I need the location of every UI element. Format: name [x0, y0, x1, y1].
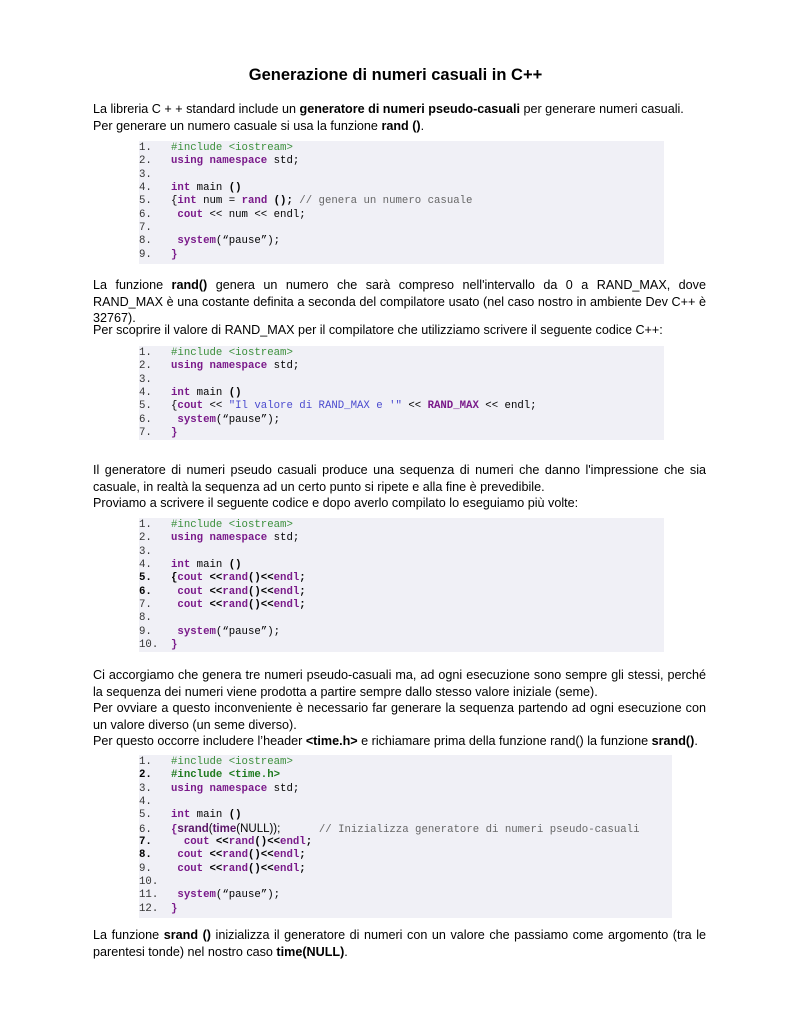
line-number: 9.	[139, 248, 152, 261]
different-seed-text: Per ovviare a questo inconveniente è necessario far generare la sequenza partendo ad ogni esecuzione con un valore diverso (un seme diverso).	[93, 701, 706, 732]
code-text: #include <iostream>	[171, 142, 293, 154]
code-text: {	[171, 572, 178, 585]
line-number: 3.	[139, 168, 152, 181]
line-number: 4.	[139, 387, 152, 400]
code-keyword: using namespace	[171, 532, 268, 545]
code-line	[139, 222, 664, 235]
bold-text: time(NULL)	[276, 944, 345, 959]
line-number: 2.	[139, 360, 152, 373]
bold-text: rand()	[171, 278, 208, 292]
code-text: <<	[203, 572, 223, 585]
pseudo-random-paragraph	[93, 462, 706, 512]
code-text: <<	[203, 849, 223, 862]
line-number: 4.	[139, 182, 152, 195]
bold-text: rand ()	[381, 118, 421, 133]
line-number: 3.	[139, 782, 152, 795]
code-keyword: cout	[171, 836, 210, 849]
code-line	[139, 836, 672, 849]
code-text: ;	[299, 585, 306, 598]
code-comment: // genera un numero casuale	[292, 195, 473, 208]
code-text: num =	[196, 195, 242, 208]
code-brace: }	[171, 902, 178, 915]
code-text: std;	[267, 155, 300, 168]
line-number: 8.	[139, 612, 152, 625]
code-text: <<	[203, 862, 223, 875]
text: .	[344, 944, 348, 959]
code-line	[139, 182, 664, 195]
code-text: (NULL));	[236, 822, 281, 835]
code-text: <<	[203, 585, 223, 598]
code-keyword: int	[171, 387, 191, 400]
code-brace: }	[171, 639, 178, 652]
code-text: ()<<	[247, 862, 274, 875]
line-number: 11.	[139, 889, 159, 902]
code-keyword: rand	[222, 849, 248, 862]
code-keyword: cout	[171, 585, 204, 598]
line-number: 9.	[139, 625, 152, 638]
code-text: ()	[228, 559, 242, 572]
line-number: 6.	[139, 585, 152, 598]
code-text: <<	[203, 599, 223, 612]
code-line	[139, 756, 672, 769]
line-number: 6.	[139, 823, 152, 836]
code-keyword: int	[171, 559, 191, 572]
code-line	[139, 876, 672, 889]
code-keyword: rand	[222, 585, 248, 598]
line-number: 5.	[139, 400, 152, 413]
code-text: ()<<	[247, 599, 274, 612]
srand-paragraph	[93, 927, 706, 960]
code-line	[139, 809, 672, 822]
code-line	[139, 586, 664, 599]
code-line	[139, 626, 664, 639]
code-text: ;	[299, 572, 306, 585]
code-line	[139, 783, 672, 796]
bold-text: generatore di numeri pseudo-casuali	[299, 102, 520, 116]
code-block-4	[139, 755, 672, 918]
text: per generare numeri casuali.	[519, 102, 684, 116]
bold-text: <time.h>	[305, 734, 358, 748]
code-text: (“pause”);	[215, 625, 281, 638]
code-keyword: rand	[241, 195, 268, 208]
code-brace: {	[171, 823, 178, 836]
code-text: <<	[203, 400, 229, 413]
code-line	[139, 572, 664, 585]
intro-line-2	[93, 118, 706, 135]
intro-paragraph	[93, 101, 706, 134]
code-text: (“pause”);	[215, 235, 281, 248]
line-number: 2.	[139, 769, 152, 782]
code-keyword: srand	[177, 822, 209, 835]
text: La libreria C + + standard include un	[93, 102, 300, 116]
code-keyword: using namespace	[171, 782, 268, 795]
code-brace: }	[171, 248, 178, 261]
code-keyword: using namespace	[171, 360, 268, 373]
line-number: 1.	[139, 347, 152, 359]
code-text: #include <time.h>	[171, 769, 281, 782]
code-line	[139, 823, 672, 836]
code-text: #include <iostream>	[171, 347, 293, 359]
line-number: 1.	[139, 519, 152, 531]
text: genera un numero che sarà compreso nell'intervallo da 0 a RAND_MAX, dove RAND_MAX è una costante definita a seconda del compilatore usato (nel caso nostro in ambiente Dev C++ è 32767).	[93, 278, 706, 325]
code-text: main	[190, 809, 229, 822]
code-keyword: system	[171, 235, 216, 248]
code-text: main	[190, 559, 229, 572]
rand-max-paragraph	[93, 322, 706, 339]
code-keyword: endl	[273, 599, 300, 612]
code-keyword: RAND_MAX	[427, 400, 479, 413]
code-text: ()	[228, 387, 242, 400]
code-keyword: endl	[280, 836, 306, 849]
srand-description	[93, 927, 706, 960]
code-line	[139, 532, 664, 545]
code-keyword: cout	[177, 400, 204, 413]
code-block-1	[139, 141, 664, 264]
code-keyword: rand	[222, 572, 248, 585]
code-text: ()<<	[254, 836, 281, 849]
code-keyword: cout	[171, 208, 204, 221]
code-text: <<	[401, 400, 428, 413]
code-line	[139, 769, 672, 782]
code-text: main	[190, 387, 229, 400]
code-keyword: int	[171, 809, 191, 822]
page-title: Generazione di numeri casuali in C++	[248, 66, 543, 84]
same-numbers-text: Ci accorgiamo che genera tre numeri pseudo-casuali ma, ad ogni esecuzione sono sempre gli stessi, perché la sequenza dei numeri viene prodotta a partire sempre dallo stesso valore iniziale (seme).	[93, 668, 706, 699]
text: e richiamare prima della funzione rand() la funzione	[357, 734, 652, 748]
code-keyword: system	[171, 625, 216, 638]
code-text: ();	[267, 195, 293, 208]
code-text: #include <iostream>	[171, 519, 293, 531]
code-line	[139, 427, 664, 440]
code-block-3	[139, 518, 664, 652]
code-text: {	[171, 400, 178, 413]
code-line	[139, 889, 672, 902]
code-text: ;	[299, 599, 306, 612]
code-text: ;	[305, 836, 313, 849]
code-line	[139, 849, 672, 862]
text: inizializza il generatore di numeri con un valore che passiamo come argomento (tra le parentesi tonde) nel nostro caso	[93, 928, 707, 959]
pseudo-random-text: Il generatore di numeri pseudo casuali produce una sequenza di numeri che danno l'impressione che sia casuale, in realtà la sequenza ad un certo punto si ripete e alla fine è prevedibile.	[93, 463, 706, 494]
code-line	[139, 796, 672, 809]
code-keyword: int	[177, 195, 197, 208]
rand-paragraph	[93, 277, 706, 327]
code-keyword: using namespace	[171, 155, 268, 168]
code-line	[139, 519, 664, 532]
code-brace: }	[171, 427, 178, 440]
line-number: 1.	[139, 756, 152, 768]
text: Per questo occorre includere l’header	[93, 734, 306, 748]
code-line	[139, 546, 664, 559]
code-text: main	[190, 182, 229, 195]
code-text: ()<<	[247, 585, 274, 598]
text: La funzione	[93, 928, 164, 942]
code-line	[139, 387, 664, 400]
try-code-text: Proviamo a scrivere il seguente codice e dopo averlo compilato lo eseguiamo più volte:	[93, 496, 579, 510]
line-number: 9.	[139, 862, 152, 875]
code-line	[139, 347, 664, 360]
code-text: ()<<	[247, 849, 274, 862]
code-keyword: cout	[171, 849, 204, 862]
text: .	[694, 734, 698, 748]
code-line	[139, 639, 664, 652]
line-number: 5.	[139, 572, 152, 585]
code-keyword: rand	[228, 836, 255, 849]
line-number: 7.	[139, 836, 152, 849]
line-number: 8.	[139, 235, 152, 248]
code-keyword: system	[171, 889, 216, 902]
code-text: <<	[209, 836, 229, 849]
code-comment: // Inizializza generatore di numeri pseudo-casuali	[280, 823, 640, 836]
line-number: 6.	[139, 208, 152, 221]
code-keyword: rand	[222, 599, 248, 612]
line-number: 3.	[139, 373, 152, 386]
code-text: std;	[267, 532, 300, 545]
line-number: 10.	[139, 876, 159, 889]
line-number: 1.	[139, 142, 152, 154]
line-number: 4.	[139, 559, 152, 572]
code-text: ;	[299, 862, 306, 875]
code-text: (“pause”);	[215, 413, 281, 426]
rand-description	[93, 277, 706, 327]
line-number: 8.	[139, 849, 152, 862]
line-number: 2.	[139, 155, 152, 168]
code-text: (	[208, 822, 213, 835]
code-line	[139, 195, 664, 208]
code-text: ()	[228, 182, 242, 195]
code-block-2	[139, 346, 664, 440]
code-keyword: cout	[177, 572, 204, 585]
line-number: 2.	[139, 532, 152, 545]
code-keyword: endl	[273, 849, 300, 862]
line-number: 10.	[139, 639, 159, 652]
code-line	[139, 235, 664, 248]
code-keyword: system	[171, 413, 216, 426]
code-line	[139, 360, 664, 373]
intro-line-1	[93, 101, 706, 118]
code-keyword: rand	[222, 862, 248, 875]
code-text: (“pause”);	[215, 889, 281, 902]
code-keyword: cout	[171, 862, 204, 875]
code-line	[139, 599, 664, 612]
code-keyword: cout	[171, 599, 204, 612]
line-number: 3.	[139, 545, 152, 558]
text: La funzione	[93, 278, 172, 292]
rand-max-text: Per scoprire il valore di RAND_MAX per il compilatore che utilizziamo scrivere il seguente codice C++:	[93, 323, 663, 337]
code-line	[139, 863, 672, 876]
line-number: 6.	[139, 413, 152, 426]
code-text: << num << endl;	[203, 208, 306, 221]
code-line	[139, 374, 664, 387]
line-number: 7.	[139, 599, 152, 612]
code-keyword: time	[212, 822, 237, 835]
code-text: {	[171, 195, 178, 208]
code-text: << endl;	[478, 400, 537, 413]
code-keyword: endl	[273, 572, 300, 585]
code-line	[139, 249, 664, 262]
line-number: 7.	[139, 222, 152, 235]
code-line	[139, 155, 664, 168]
text: Per generare un numero casuale si usa la funzione	[93, 118, 382, 133]
code-line	[139, 559, 664, 572]
code-line	[139, 612, 664, 625]
text: .	[420, 118, 425, 133]
code-keyword: endl	[273, 862, 300, 875]
line-number: 7.	[139, 427, 152, 440]
bold-text: srand ()	[163, 928, 211, 942]
code-text: ;	[299, 849, 306, 862]
code-line	[139, 414, 664, 427]
code-text: #include <iostream>	[171, 756, 293, 768]
code-keyword: endl	[273, 585, 300, 598]
include-header-text	[93, 733, 706, 750]
line-number: 4.	[139, 796, 152, 809]
code-string: "Il valore di RAND_MAX e '"	[228, 400, 402, 413]
line-number: 5.	[139, 195, 152, 208]
line-number: 5.	[139, 809, 152, 822]
code-line	[139, 209, 664, 222]
code-keyword: int	[171, 182, 191, 195]
code-text: std;	[267, 782, 300, 795]
seed-paragraph	[93, 667, 706, 750]
code-line	[139, 142, 664, 155]
code-text: ()<<	[247, 572, 274, 585]
code-text: ()	[228, 809, 242, 822]
code-line	[139, 903, 672, 916]
code-line	[139, 400, 664, 413]
bold-text: srand()	[651, 734, 695, 748]
line-number: 12.	[139, 902, 159, 915]
code-text: std;	[267, 360, 300, 373]
code-line	[139, 169, 664, 182]
